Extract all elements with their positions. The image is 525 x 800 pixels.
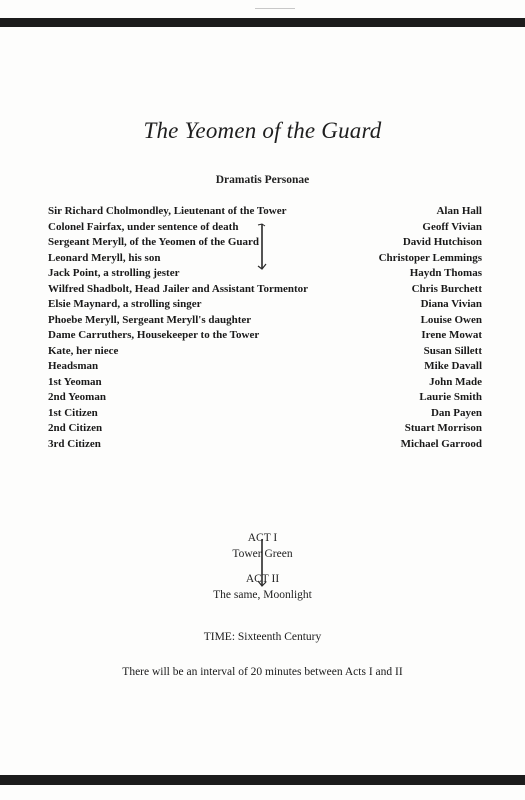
act-one-name: ACT I xyxy=(247,532,278,544)
cast-role: Dame Carruthers, Housekeeper to the Tower xyxy=(48,329,260,341)
cast-row xyxy=(48,297,482,313)
interval-note: There will be an interval of 20 minutes between Acts I and II xyxy=(122,666,403,678)
act-two-setting: The same, Moonlight xyxy=(213,589,312,601)
act-one-setting: Tower Green xyxy=(232,548,293,560)
upper-staple-mark xyxy=(255,222,269,272)
cast-role: 2nd Citizen xyxy=(48,422,103,434)
cast-actor: Michael Garrood xyxy=(400,437,482,450)
cast-role: 2nd Yeoman xyxy=(48,391,106,403)
cast-row xyxy=(48,375,482,391)
time-period: TIME: Sixteenth Century xyxy=(203,631,322,643)
page-title: The Yeomen of the Guard xyxy=(143,118,382,143)
cast-row xyxy=(48,204,482,220)
cast-actor: Susan Sillett xyxy=(423,344,482,357)
cast-actor: Irene Mowat xyxy=(421,329,482,341)
cast-role: Kate, her niece xyxy=(48,344,119,357)
cast-role: Headsman xyxy=(48,360,99,372)
dramatis-personae-heading: Dramatis Personae xyxy=(215,174,310,186)
cast-row xyxy=(48,406,482,422)
cast-actor: David Hutchison xyxy=(402,236,482,248)
cast-actor: Dan Payen xyxy=(430,406,482,419)
cast-role: Elsie Maynard, a strolling singer xyxy=(48,298,202,310)
cast-row xyxy=(48,282,482,298)
cast-actor: Geoff Vivian xyxy=(422,220,482,233)
cast-row xyxy=(48,359,482,375)
cast-role: 1st Citizen xyxy=(48,406,98,419)
cast-role: Jack Point, a strolling jester xyxy=(48,267,180,279)
cast-actor: John Made xyxy=(429,375,482,388)
lower-staple-mark xyxy=(256,537,268,589)
cast-role: Colonel Fairfax, under sentence of death xyxy=(48,220,239,233)
top-edge-mark xyxy=(255,8,295,9)
cast-actor: Mike Davall xyxy=(424,360,482,372)
cast-row xyxy=(48,421,482,437)
cast-actor: Christoper Lemmings xyxy=(378,251,482,264)
cast-role: 1st Yeoman xyxy=(48,375,102,388)
cast-role: Sergeant Meryll, of the Yeomen of the Guard xyxy=(48,236,259,248)
cast-row xyxy=(48,344,482,360)
cast-row xyxy=(48,313,482,329)
cast-actor: Chris Burchett xyxy=(411,282,482,295)
cast-actor: Alan Hall xyxy=(436,205,482,217)
cast-role: Leonard Meryll, his son xyxy=(48,251,161,264)
cast-role: Sir Richard Cholmondley, Lieutenant of the Tower xyxy=(48,205,287,217)
cast-row xyxy=(48,328,482,344)
cast-role: Wilfred Shadbolt, Head Jailer and Assistant Tormentor xyxy=(48,282,309,295)
cast-role: Phoebe Meryll, Sergeant Meryll's daughter xyxy=(48,313,252,326)
act-two-name: ACT II xyxy=(245,573,280,585)
bottom-border-bar xyxy=(0,775,525,785)
cast-actor: Louise Owen xyxy=(420,313,482,326)
cast-row xyxy=(48,437,482,453)
cast-actor: Haydn Thomas xyxy=(409,267,482,279)
cast-row xyxy=(48,390,482,406)
cast-actor: Laurie Smith xyxy=(419,391,482,403)
cast-role: 3rd Citizen xyxy=(48,437,101,450)
top-border-bar xyxy=(0,18,525,27)
cast-actor: Diana Vivian xyxy=(420,298,482,310)
cast-actor: Stuart Morrison xyxy=(404,422,482,434)
